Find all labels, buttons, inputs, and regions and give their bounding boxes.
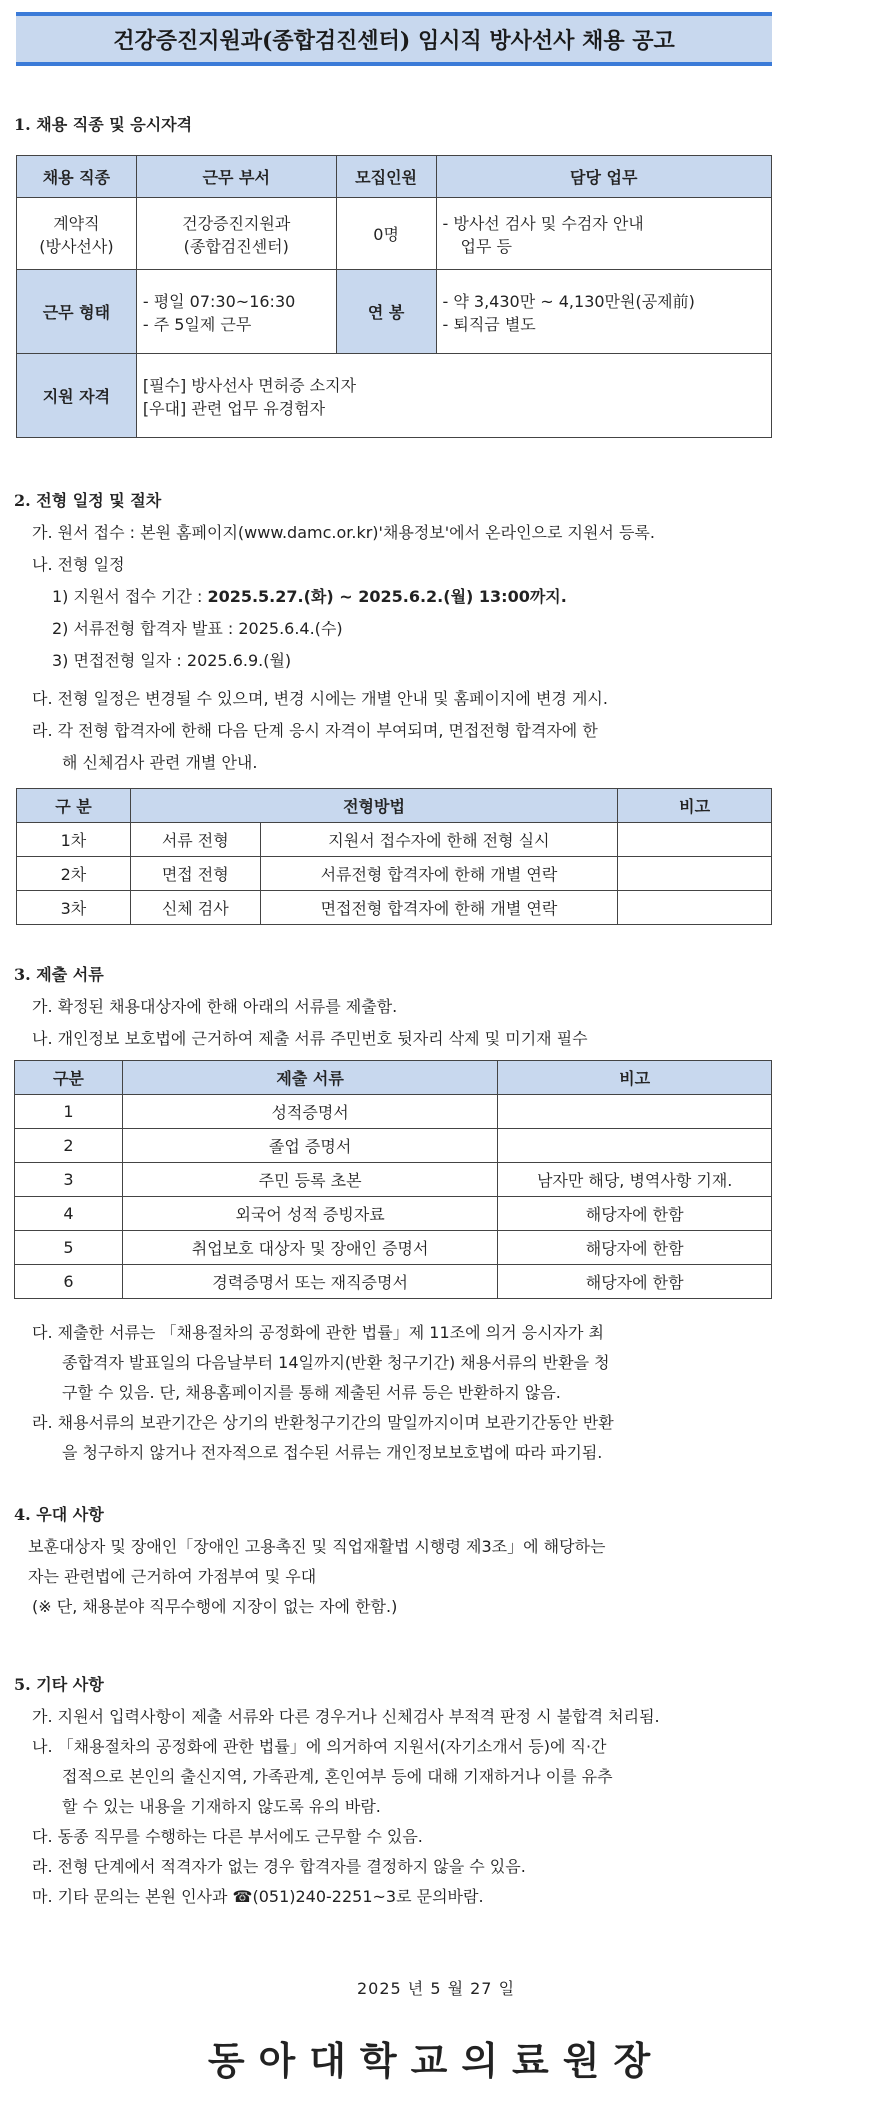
label-salary: 연 봉	[336, 270, 436, 354]
header-doc-note: 비고	[498, 1061, 772, 1095]
issuer-name: 동아대학교의료원장	[207, 2038, 665, 2083]
cell-count: 0명	[336, 198, 436, 270]
s2-line-4: 2) 서류전형 합격자 발표 : 2025.6.4.(수)	[52, 619, 343, 638]
s5-line-3: 접적으로 본인의 출신지역, 가족관계, 혼인여부 등에 대해 기재하거나 이를 유추	[62, 1767, 613, 1786]
cell-salary: - 약 3,430만 ~ 4,130만원(공제前) - 퇴직금 별도	[436, 270, 771, 354]
s3-line-7: 을 청구하지 않거나 전자적으로 접수된 서류는 개인정보보호법에 따라 파기됨.	[62, 1443, 603, 1462]
table-row: 6 경력증명서 또는 재직증명서 해당자에 한함	[15, 1265, 772, 1299]
section-1-heading: 1. 채용 직종 및 응시자격	[14, 115, 193, 134]
section-3-heading: 3. 제출 서류	[14, 965, 104, 984]
table-row: 2차 면접 전형 서류전형 합격자에 한해 개별 연락	[17, 857, 772, 891]
table-row: 3차 신체 검사 면접전형 합격자에 한해 개별 연락	[17, 891, 772, 925]
header-type: 채용 직종	[17, 156, 137, 198]
page-title: 건강증진지원과(종합검진센터) 임시직 방사선사 채용 공고	[16, 12, 772, 66]
notice-date: 2025 년 5 월 27 일	[356, 1979, 516, 1998]
header-doc: 제출 서류	[122, 1061, 497, 1095]
recruitment-table	[16, 155, 772, 438]
s2-line-7: 라. 각 전형 합격자에 한해 다음 단계 응시 자격이 부여되며, 면접전형 합격자에 한	[32, 721, 598, 740]
s4-line-1: 보훈대상자 및 장애인「장애인 고용촉진 및 직업재활법 시행령 제3조」에 해당하는	[28, 1537, 606, 1556]
table-row: 3 주민 등록 초본 남자만 해당, 병역사항 기재.	[15, 1163, 772, 1197]
documents-table	[14, 1060, 772, 1299]
s3-line-3: 다. 제출한 서류는 「채용절차의 공정화에 관한 법률」제 11조에 의거 응시자가 최	[32, 1323, 604, 1342]
s3-line-2: 나. 개인정보 보호법에 근거하여 제출 서류 주민번호 뒷자리 삭제 및 미기재 필수	[32, 1029, 588, 1048]
table-row: 1 성적증명서	[15, 1095, 772, 1129]
s3-line-6: 라. 채용서류의 보관기간은 상기의 반환청구기간의 말일까지이며 보관기간동안 반환	[32, 1413, 614, 1432]
table-row: 2 졸업 증명서	[15, 1129, 772, 1163]
cell-duty: - 방사선 검사 및 수검자 안내 업무 등	[436, 198, 771, 270]
s2-line-2: 나. 전형 일정	[32, 555, 125, 574]
section-5-heading: 5. 기타 사항	[14, 1675, 104, 1694]
cell-qual: [필수] 방사선사 면허증 소지자 [우대] 관련 업무 유경험자	[136, 354, 771, 438]
header-method: 전형방법	[130, 789, 617, 823]
s2-line-8: 해 신체검사 관련 개별 안내.	[62, 753, 258, 772]
s5-line-6: 라. 전형 단계에서 적격자가 없는 경우 합격자를 결정하지 않을 수 있음.	[32, 1857, 526, 1876]
header-note: 비고	[618, 789, 772, 823]
s3-line-5: 구할 수 있음. 단, 채용홈페이지를 통해 제출된 서류 등은 반환하지 않음.	[62, 1383, 561, 1402]
label-qual: 지원 자격	[17, 354, 137, 438]
header-no: 구분	[15, 1061, 123, 1095]
s5-line-7: 마. 기타 문의는 본원 인사과 ☎(051)240-2251~3로 문의바람.	[32, 1887, 484, 1906]
s5-line-4: 할 수 있는 내용을 기재하지 않도록 유의 바람.	[62, 1797, 381, 1816]
table-row: 1차 서류 전형 지원서 접수자에 한해 전형 실시	[17, 823, 772, 857]
s5-line-1: 가. 지원서 입력사항이 제출 서류와 다른 경우거나 신체검사 부적격 판정 시 불합격 처리됨.	[32, 1707, 660, 1726]
s3-line-4: 종합격자 발표일의 다음날부터 14일까지(반환 청구기간) 채용서류의 반환을 청	[62, 1353, 610, 1372]
cell-type: 계약직 (방사선사)	[17, 198, 137, 270]
selection-table	[16, 788, 772, 925]
header-dept: 근무 부서	[136, 156, 336, 198]
label-work: 근무 형태	[17, 270, 137, 354]
s2-line-3: 1) 지원서 접수 기간 : 2025.5.27.(화) ~ 2025.6.2.(월) 13:00까지.	[52, 587, 567, 606]
s4-line-3: (※ 단, 채용분야 직무수행에 지장이 없는 자에 한함.)	[32, 1597, 398, 1616]
header-duty: 담당 업무	[436, 156, 771, 198]
s5-line-2: 나. 「채용절차의 공정화에 관한 법률」에 의거하여 지원서(자기소개서 등)에 직·간	[32, 1737, 607, 1756]
table-row: 4 외국어 성적 증빙자료 해당자에 한함	[15, 1197, 772, 1231]
section-4-heading: 4. 우대 사항	[14, 1505, 104, 1524]
s3-line-1: 가. 확정된 채용대상자에 한해 아래의 서류를 제출함.	[32, 997, 398, 1016]
s2-line-5: 3) 면접전형 일자 : 2025.6.9.(월)	[52, 651, 292, 670]
s4-line-2: 자는 관련법에 근거하여 가점부여 및 우대	[28, 1567, 317, 1586]
s2-line-1: 가. 원서 접수 : 본원 홈페이지(www.damc.or.kr)'채용정보'에서 온라인으로 지원서 등록.	[32, 523, 655, 542]
table-row: 5 취업보호 대상자 및 장애인 증명서 해당자에 한함	[15, 1231, 772, 1265]
header-count: 모집인원	[336, 156, 436, 198]
s5-line-5: 다. 동종 직무를 수행하는 다른 부서에도 근무할 수 있음.	[32, 1827, 423, 1846]
cell-work: - 평일 07:30~16:30 - 주 5일제 근무	[136, 270, 336, 354]
cell-dept: 건강증진지원과 (종합검진센터)	[136, 198, 336, 270]
s2-line-6: 다. 전형 일정은 변경될 수 있으며, 변경 시에는 개별 안내 및 홈페이지에 변경 게시.	[32, 689, 608, 708]
section-2-heading: 2. 전형 일정 및 절차	[14, 491, 162, 510]
header-div: 구 분	[17, 789, 131, 823]
